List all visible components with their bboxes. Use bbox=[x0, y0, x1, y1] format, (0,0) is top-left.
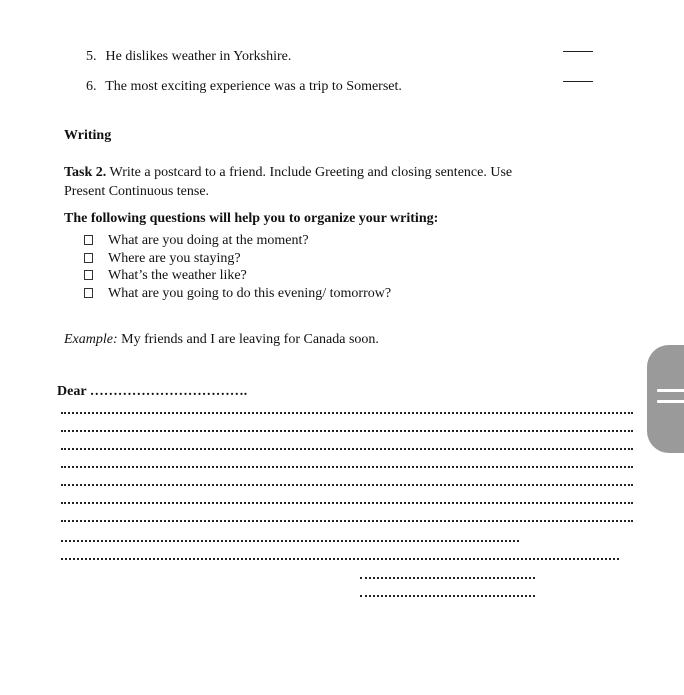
writing-line[interactable] bbox=[61, 502, 633, 504]
side-panel-handle[interactable] bbox=[647, 345, 684, 453]
bullet-box-icon bbox=[84, 235, 93, 245]
writing-line[interactable] bbox=[61, 412, 633, 414]
item-text: The most exciting experience was a trip to Somerset. bbox=[105, 79, 402, 94]
item-number: 5. bbox=[86, 49, 97, 64]
handle-grip-icon bbox=[657, 389, 684, 392]
question-item: What’s the weather like? bbox=[84, 267, 391, 285]
task-2-instructions bbox=[64, 163, 534, 201]
section-heading-writing: Writing bbox=[64, 128, 112, 143]
dear-blank[interactable]: ……………………………. bbox=[89, 384, 248, 399]
writing-line[interactable] bbox=[61, 484, 633, 486]
writing-line[interactable] bbox=[61, 430, 633, 432]
list-item-5 bbox=[86, 49, 291, 65]
example-label: Example: bbox=[64, 332, 118, 347]
question-item: What are you doing at the moment? bbox=[84, 232, 391, 250]
item-number: 6. bbox=[86, 79, 97, 94]
example-sentence bbox=[64, 332, 379, 348]
questions-list bbox=[84, 232, 391, 302]
handle-grip-icon bbox=[657, 400, 684, 403]
item-text: He dislikes weather in Yorkshire. bbox=[105, 49, 292, 64]
greeting-line bbox=[57, 384, 247, 400]
questions-heading: The following questions will help you to organize your writing: bbox=[64, 211, 439, 226]
example-text: My friends and I are leaving for Canada soon. bbox=[117, 332, 379, 347]
signature-line[interactable] bbox=[360, 595, 535, 597]
answer-line-5[interactable] bbox=[563, 51, 593, 52]
writing-line[interactable] bbox=[61, 520, 633, 522]
dear-label: Dear bbox=[57, 384, 87, 399]
bullet-box-icon bbox=[84, 253, 93, 263]
answer-line-6[interactable] bbox=[563, 81, 593, 82]
task-label: Task 2. bbox=[64, 165, 107, 180]
list-item-6 bbox=[86, 79, 402, 95]
task-text: Write a postcard to a friend. Include Greeting and closing sentence. Use Present Continuous tense. bbox=[64, 165, 513, 199]
question-item: Where are you staying? bbox=[84, 250, 391, 268]
bullet-box-icon bbox=[84, 288, 93, 298]
closing-line[interactable] bbox=[360, 577, 535, 579]
writing-line[interactable] bbox=[61, 466, 633, 468]
question-item: What are you going to do this evening/ tomorrow? bbox=[84, 285, 391, 303]
bullet-box-icon bbox=[84, 270, 93, 280]
writing-line[interactable] bbox=[61, 540, 519, 542]
writing-line[interactable] bbox=[61, 558, 619, 560]
writing-line[interactable] bbox=[61, 448, 633, 450]
